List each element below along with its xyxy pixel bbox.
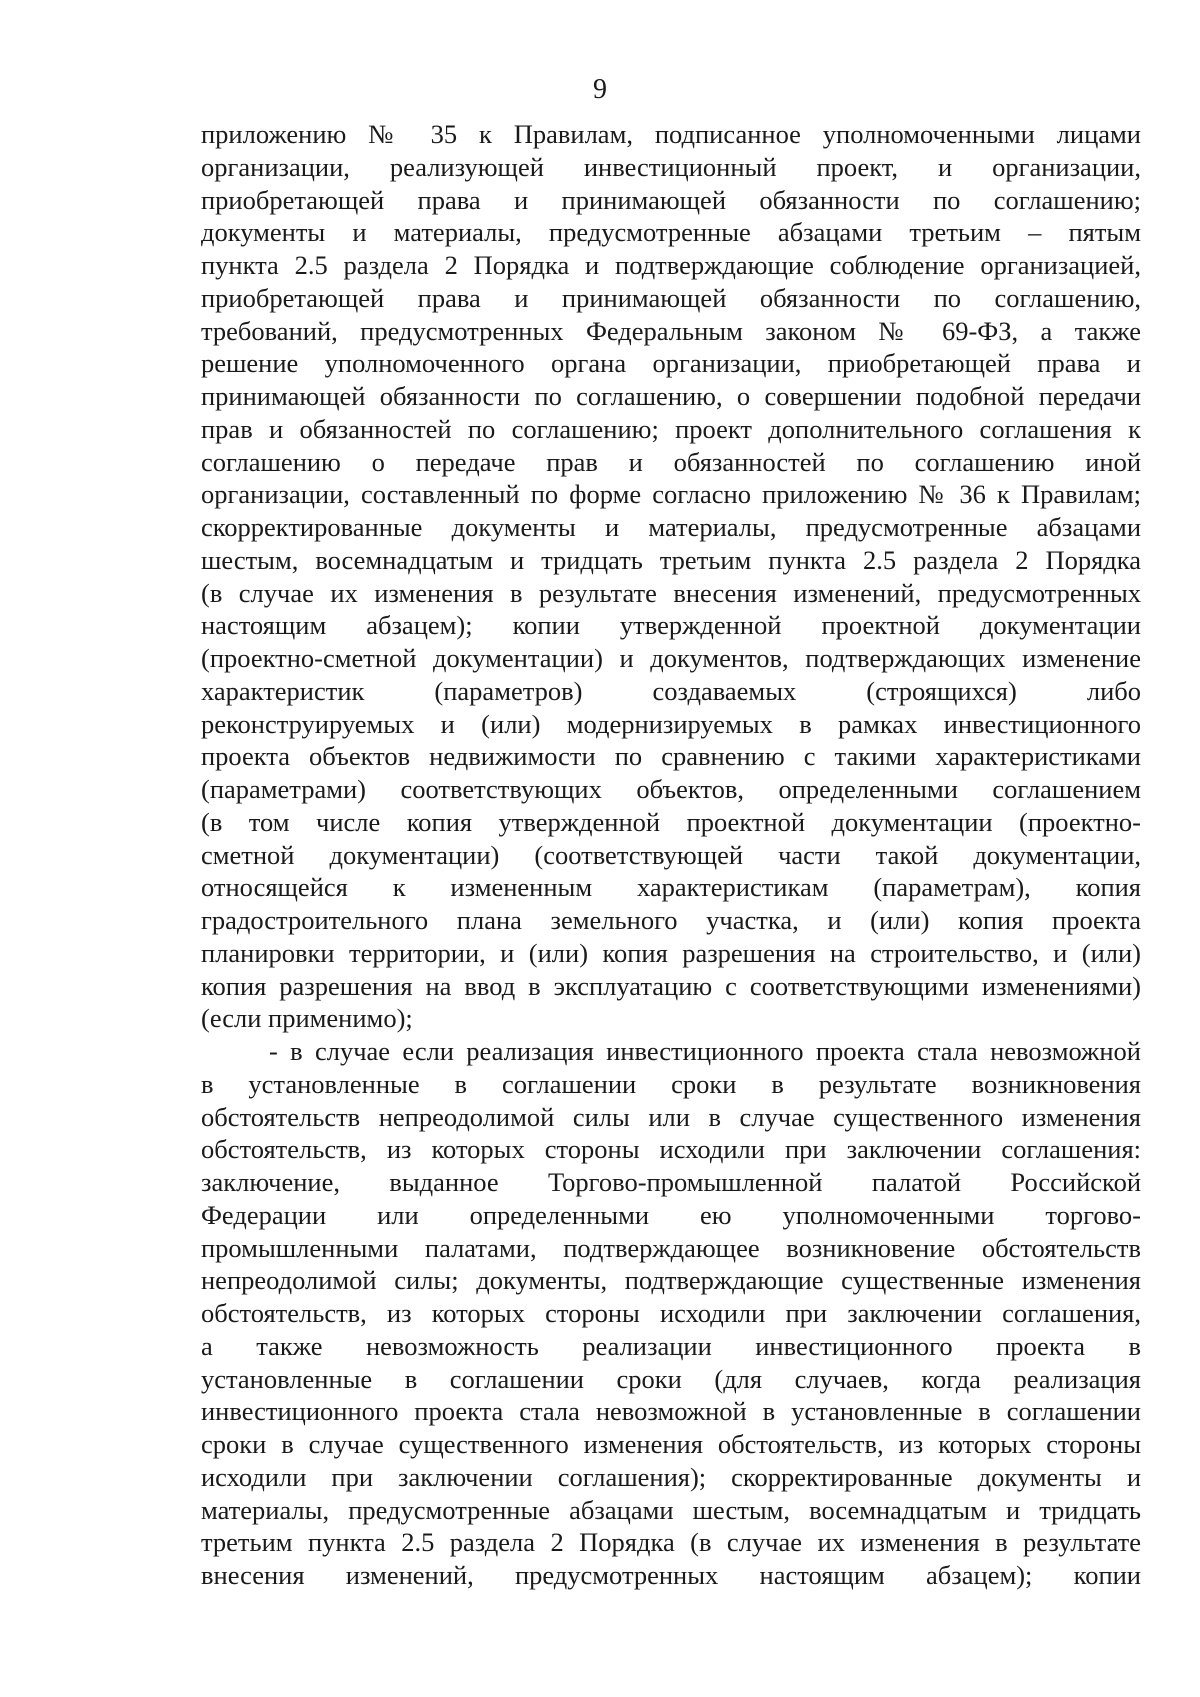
text-line: приобретающей права и принимающей обязанности по соглашению, (201, 282, 1141, 313)
text-line: градостроительного плана земельного участка, и (или) копия проекта (201, 905, 1141, 935)
text-line: (если применимо); (201, 1003, 413, 1034)
text-line: в установленные в соглашении сроки в результате возникновения (201, 1068, 1141, 1099)
text-line: шестым, восемнадцатым и тридцать третьим пункта 2.5 раздела 2 Порядка (201, 544, 1141, 575)
text-line: требований, предусмотренных Федеральным законом № 69-ФЗ, а также (201, 315, 1141, 346)
text-line: третьим пункта 2.5 раздела 2 Порядка (в случае их изменения в результате (201, 1527, 1141, 1558)
paragraph-2 (201, 1035, 1141, 1592)
text-line: материалы, предусмотренные абзацами шестым, восемнадцатым и тридцать (201, 1494, 1141, 1525)
text-line: характеристик (параметров) создаваемых (строящихся) либо (201, 675, 1141, 706)
text-line: сметной документации) (соответствующей части такой документации, (201, 839, 1141, 870)
text-line: решение уполномоченного органа организации, приобретающей права и (201, 348, 1141, 379)
text-line: (параметрами) соответствующих объектов, определенными соглашением (201, 774, 1141, 804)
text-line: сроки в случае существенного изменения обстоятельств, из которых стороны (201, 1429, 1141, 1459)
text-line: планировки территории, и (или) копия разрешения на строительство, и (или) (201, 937, 1141, 968)
text-line: скорректированные документы и материалы, предусмотренные абзацами (201, 512, 1141, 542)
text-line: приложению № 35 к Правилам, подписанное уполномоченными лицами (201, 119, 1141, 149)
text-line: обстоятельств, из которых стороны исходили при заключении соглашения: (201, 1134, 1141, 1165)
text-line: (в том числе копия утвержденной проектной документации (проектно- (201, 806, 1141, 837)
text-line: документы и материалы, предусмотренные абзацами третьим – пятым (201, 217, 1141, 248)
text-line: прав и обязанностей по соглашению; проект дополнительного соглашения к (201, 413, 1141, 444)
text-line: (проектно-сметной документации) и документов, подтверждающих изменение (201, 643, 1141, 673)
text-line: заключение, выданное Торгово-промышленной палатой Российской (201, 1167, 1141, 1197)
text-line: принимающей обязанности по соглашению, о совершении подобной передачи (201, 381, 1141, 411)
text-line: промышленными палатами, подтверждающее возникновение обстоятельств (201, 1232, 1141, 1263)
text-line: обстоятельств непреодолимой силы или в случае существенного изменения (201, 1101, 1141, 1132)
text-line: организации, составленный по форме согласно приложению № 36 к Правилам; (201, 479, 1141, 510)
text-line: установленные в соглашении сроки (для случаев, когда реализация (201, 1363, 1141, 1394)
text-line: проекта объектов недвижимости по сравнению с такими характеристиками (201, 741, 1141, 772)
text-line: внесения изменений, предусмотренных настоящим абзацем); копии (201, 1560, 1141, 1590)
text-line: - в случае если реализация инвестиционного проекта стала невозможной (269, 1036, 1141, 1066)
text-line: Федерации или определенными ею уполномоченными торгово- (201, 1199, 1141, 1230)
text-line: непреодолимой силы; документы, подтверждающие существенные изменения (201, 1265, 1141, 1296)
page-number: 9 (593, 74, 607, 105)
text-line: реконструируемых и (или) модернизируемых в рамках инвестиционного (201, 708, 1141, 739)
text-line: (в случае их изменения в результате внесения изменений, предусмотренных (201, 577, 1141, 608)
text-line: относящейся к измененным характеристикам (параметрам), копия (201, 872, 1141, 903)
text-line: соглашению о передаче прав и обязанностей по соглашению иной (201, 446, 1141, 477)
text-line: инвестиционного проекта стала невозможной в установленные в соглашении (201, 1396, 1141, 1427)
document-body (201, 118, 1141, 1592)
text-line: пункта 2.5 раздела 2 Порядка и подтверждающие соблюдение организацией, (201, 250, 1141, 280)
paragraph-1 (201, 118, 1141, 1035)
text-line: настоящим абзацем); копии утвержденной проектной документации (201, 610, 1141, 641)
text-line: исходили при заключении соглашения); скорректированные документы и (201, 1461, 1141, 1492)
text-line: копия разрешения на ввод в эксплуатацию с соответствующими изменениями) (201, 970, 1141, 1001)
text-line: а также невозможность реализации инвестиционного проекта в (201, 1330, 1141, 1361)
text-line: обстоятельств, из которых стороны исходили при заключении соглашения, (201, 1298, 1141, 1328)
text-line: приобретающей права и принимающей обязанности по соглашению; (201, 184, 1141, 215)
text-line: организации, реализующей инвестиционный проект, и организации, (201, 151, 1141, 182)
